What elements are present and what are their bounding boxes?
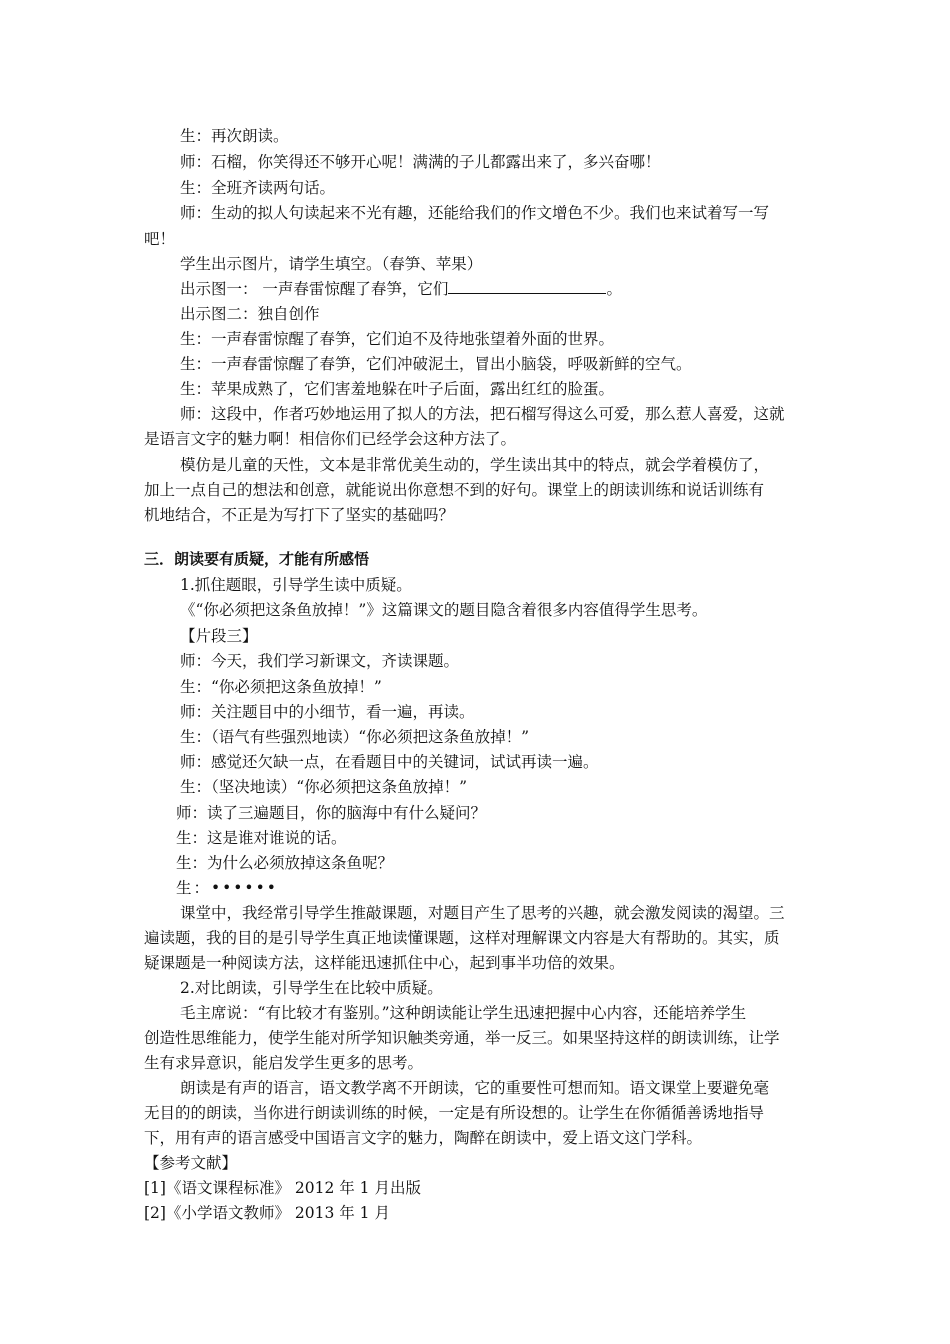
dialogue-line: 师：读了三遍题目，你的脑海中有什么疑问？ (176, 804, 487, 822)
dialogue-line: 生：为什么必须放掉这条鱼呢？ (176, 854, 394, 872)
dialogue-line: 师：今天，我们学习新课文，齐读课题。 (180, 652, 460, 670)
reference-item: [1]《语文课程标准》 2012 年 1 月出版 (144, 1179, 421, 1197)
dialogue-line: 生：“你必须把这条鱼放掉！” (180, 678, 382, 696)
paragraph-line: 模仿是儿童的天性，文本是非常优美生动的，学生读出其中的特点，就会学着模仿了， (180, 456, 770, 474)
paragraph-line: 遍读题，我的目的是引导学生真正地读懂课题，这样对理解课文内容是大有帮助的。其实，质 (144, 929, 780, 947)
paragraph-line: 创造性思维能力，使学生能对所学知识触类旁通，举一反三。如果坚持这样的朗读训练，让学 (144, 1029, 780, 1047)
paragraph-line: 毛主席说：“有比较才有鉴别。”这种朗读能让学生迅速把握中心内容，还能培养学生 (180, 1004, 747, 1022)
paragraph-line: 朗读是有声的语言，语文教学离不开朗读，它的重要性可想而知。语文课堂上要避免毫 (180, 1079, 770, 1097)
paragraph-line: 《“你必须把这条鱼放掉！”》这篇课文的题目隐含着很多内容值得学生思考。 (180, 601, 708, 619)
paragraph-line: 生有求异意识，能启发学生更多的思考。 (144, 1054, 424, 1072)
dialogue-line: 生：全班齐读两句话。 (180, 179, 336, 197)
paragraph-line: 疑课题是一种阅读方法，这样能迅速抓住中心，起到事半功倍的效果。 (144, 954, 625, 972)
section-heading: 三．朗读要有质疑，才能有所感悟 (144, 550, 370, 568)
reference-item: [2]《小学语文教师》 2013 年 1 月 (144, 1204, 390, 1222)
fragment-label: 【片段三】 (180, 627, 258, 645)
dialogue-line: 生：•••••• (176, 879, 278, 897)
subheading: 2.对比朗读，引导学生在比较中质疑。 (180, 979, 443, 997)
dialogue-line: 生：（语气有些强烈地读）“你必须把这条鱼放掉！” (180, 728, 530, 746)
fill-blank-underline (448, 279, 606, 294)
references-title: 【参考文献】 (144, 1154, 238, 1172)
dialogue-line: 师：这段中，作者巧妙地运用了拟人的方法，把石榴写得这么可爱，那么惹人喜爱，这就 (180, 405, 785, 423)
dialogue-line: 是语言文字的魅力啊！相信你们已经学会这种方法了。 (144, 430, 517, 448)
dialogue-line: 师：石榴，你笑得还不够开心呢！满满的子儿都露出来了，多兴奋哪！ (180, 153, 661, 171)
paragraph-line: 课堂中，我经常引导学生推敲课题，对题目产生了思考的兴趣，就会激发阅读的渴望。三 (180, 904, 785, 922)
dialogue-line: 师：感觉还欠缺一点，在看题目中的关键词，试试再读一遍。 (180, 753, 599, 771)
paragraph-line: 无目的的朗读，当你进行朗读训练的时候，一定是有所设想的。让学生在你循循善诱地指导 (144, 1104, 765, 1122)
dialogue-line: 师：关注题目中的小细节，看一遍，再读。 (180, 703, 475, 721)
paragraph-line: 下，用有声的语言感受中国语言文字的魅力，陶醉在朗读中，爱上语文这门学科。 (144, 1129, 703, 1147)
dialogue-line: 师：生动的拟人句读起来不光有趣，还能给我们的作文增色不少。我们也来试着写一写 (180, 204, 770, 222)
dialogue-line: 生：再次朗读。 (180, 127, 289, 145)
dialogue-line: 生：这是谁对谁说的话。 (176, 829, 347, 847)
fill-blank-end: 。 (606, 280, 622, 298)
paragraph-line: 机地结合，不正是为写打下了坚实的基础吗？ (144, 506, 455, 524)
instruction-line: 出示图二：独自创作 (180, 305, 320, 323)
fill-blank-prompt: 出示图一： 一声春雷惊醒了春笋，它们 (180, 280, 449, 298)
dialogue-line: 生：（坚决地读）“你必须把这条鱼放掉！” (180, 778, 468, 796)
fill-blank-line (180, 279, 622, 299)
dialogue-line: 生：一声春雷惊醒了春笋，它们冲破泥土，冒出小脑袋，呼吸新鲜的空气。 (180, 355, 692, 373)
dialogue-line: 生：苹果成熟了，它们害羞地躲在叶子后面，露出红红的脸蛋。 (180, 380, 615, 398)
subheading: 1.抓住题眼，引导学生读中质疑。 (180, 576, 412, 594)
dialogue-line: 生：一声春雷惊醒了春笋，它们迫不及待地张望着外面的世界。 (180, 330, 615, 348)
instruction-line: 学生出示图片，请学生填空。（春笋、苹果） (180, 255, 483, 273)
paragraph-line: 加上一点自己的想法和创意，就能说出你意想不到的好句。课堂上的朗读训练和说话训练有 (144, 481, 765, 499)
dialogue-line: 吧！ (144, 230, 176, 248)
